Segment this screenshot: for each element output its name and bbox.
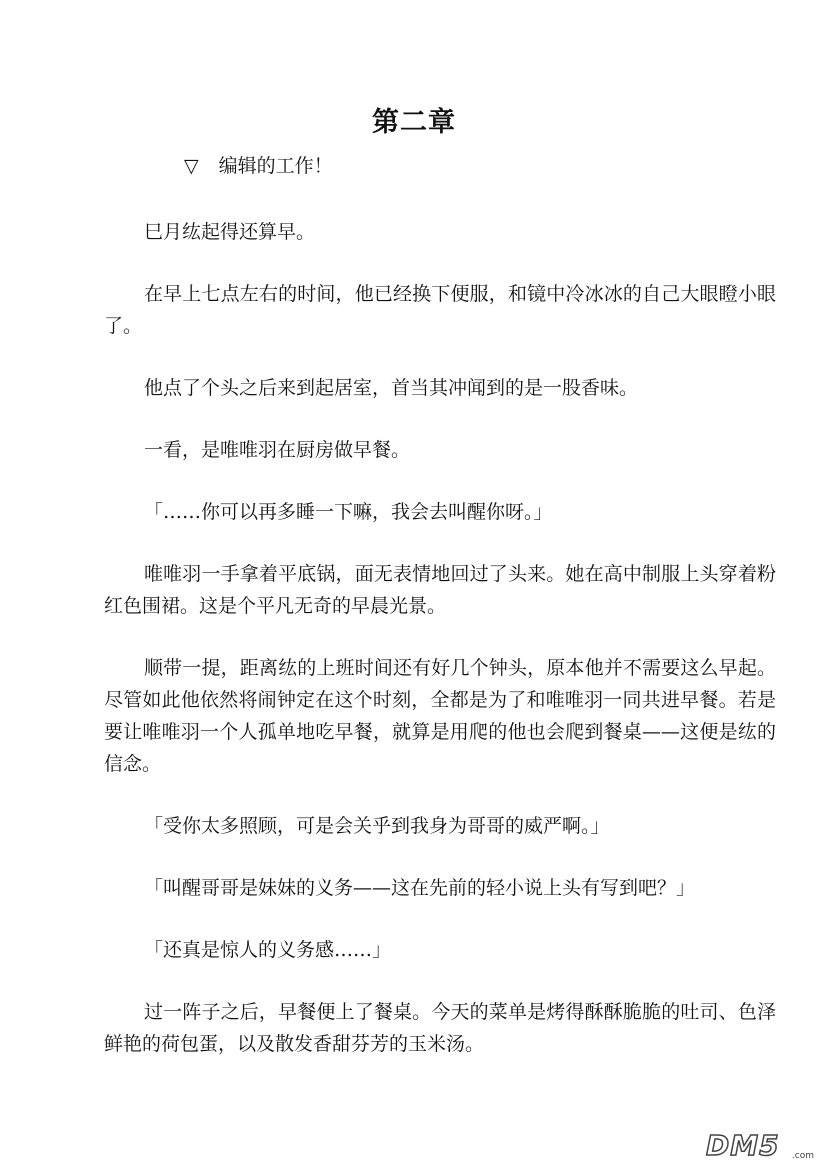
dialogue-line: 「还真是惊人的义务感……」 xyxy=(144,939,392,961)
dialogue-line: 「叫醒哥哥是妹妹的义务——这在先前的轻小说上头有写到吧？」 xyxy=(144,877,696,899)
paragraph: 过一阵子之后，早餐便上了餐桌。今天的菜单是烤得酥酥脆脆的吐司、色泽鲜艳的荷包蛋，以及散发香甜芬芳的玉米汤。 xyxy=(104,1001,776,1055)
watermark-domain: .com xyxy=(791,1151,814,1161)
dialogue-line: 「……你可以再多睡一下嘛，我会去叫醒你呀。」 xyxy=(144,501,553,523)
chapter-body xyxy=(104,150,776,1090)
section-marker: ▽ xyxy=(184,155,199,177)
paragraph: 顺带一提，距离纮的上班时间还有好几个钟头，原本他并不需要这么早起。尽管如此他依然将闹钟定在这个时刻，全都是为了和唯唯羽一同共进早餐。若是要让唯唯羽一个人孤单地吃早餐，就算是用爬的他也会爬到餐桌——这便是纮的信念。 xyxy=(104,657,776,775)
section-heading xyxy=(104,150,776,182)
chapter-title: 第二章 xyxy=(372,107,456,138)
paragraph: 巳月纮起得还算早。 xyxy=(144,221,316,243)
watermark-text: DM5 xyxy=(706,1129,780,1162)
dialogue-line: 「受你太多照顾，可是会关乎到我身为哥哥的威严啊。」 xyxy=(144,815,610,837)
paragraph: 唯唯羽一手拿着平底锅，面无表情地回过了头来。她在高中制服上头穿着粉红色围裙。这是个平凡无奇的早晨光景。 xyxy=(104,563,776,617)
paragraph: 在早上七点左右的时间，他已经换下便服，和镜中冷冰冰的自己大眼瞪小眼了。 xyxy=(104,283,776,337)
paragraph: 一看，是唯唯羽在厨房做早餐。 xyxy=(144,439,411,461)
watermark-logo xyxy=(706,1127,814,1161)
paragraph: 他点了个头之后来到起居室，首当其冲闻到的是一股香味。 xyxy=(144,377,639,399)
section-title: 编辑的工作！ xyxy=(218,155,333,177)
